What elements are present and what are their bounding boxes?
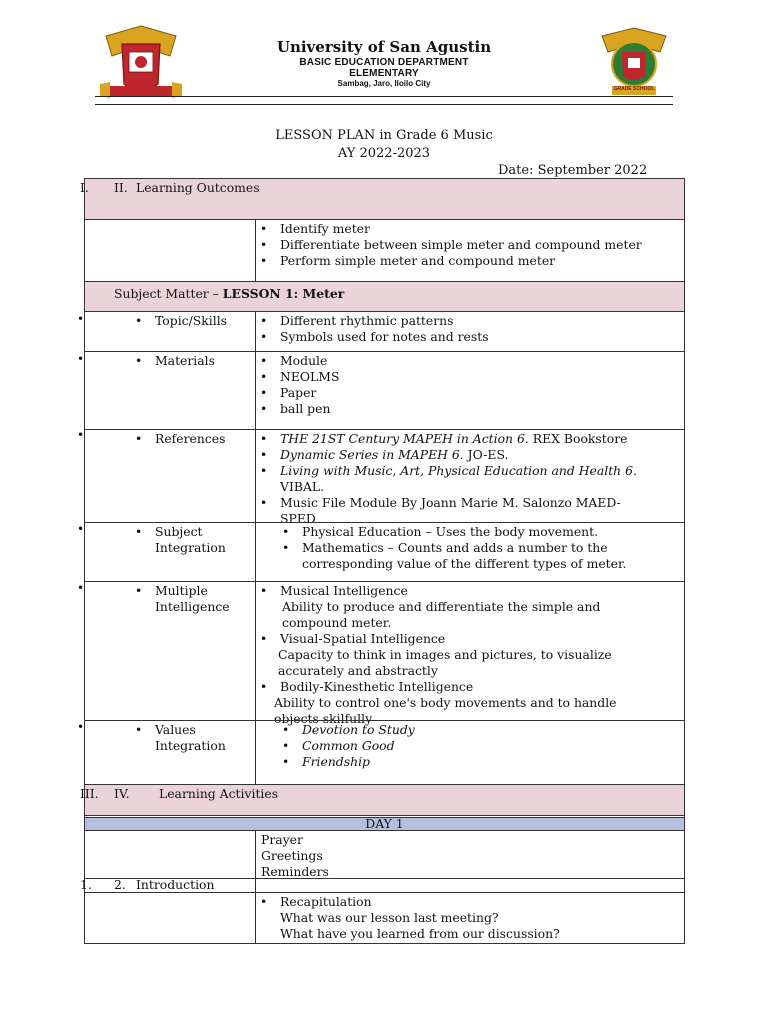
material-item: • NEOLMS — [256, 369, 684, 385]
references-label: • References — [131, 431, 225, 447]
intelligence-description: Ability to control one's body movements and to handle — [274, 695, 617, 710]
day-1-row — [85, 817, 684, 830]
subject-integration-row — [85, 522, 684, 581]
intro-number-2: 2. — [114, 877, 126, 892]
learning-activities-header-row — [80, 784, 684, 815]
reference-item: • Dynamic Series in MAPEH 6. JO-ES. — [256, 447, 684, 463]
material-item: • Paper — [256, 385, 684, 401]
values-integration-label: • Values Integration — [131, 722, 226, 754]
material-item: • ball pen — [256, 401, 684, 417]
integration-item: • Physical Education – Uses the body movement. — [278, 524, 684, 540]
materials-label: • Materials — [131, 353, 215, 369]
header-rule-top — [95, 96, 673, 97]
intelligence-item: • Bodily-Kinesthetic Intelligence — [256, 679, 684, 695]
reference-item: • Living with Music, Art, Physical Education and Health 6. VIBAL. — [256, 463, 684, 495]
multiple-intelligence-label: • Multiple Intelligence — [131, 583, 230, 615]
outcomes-list — [256, 221, 684, 269]
opening-item: Reminders — [261, 864, 329, 879]
outcome-item: • Differentiate between simple meter and compound meter — [256, 237, 684, 253]
references-row — [85, 429, 684, 526]
topic-item: • Symbols used for notes and rests — [256, 329, 684, 345]
academic-year: AY 2022-2023 — [337, 146, 431, 161]
integration-item: • Mathematics – Counts and adds a number to the corresponding value of the different types of meter. — [278, 540, 684, 572]
topic-skills-row — [85, 311, 684, 351]
learning-outcomes-header-row — [80, 179, 684, 219]
recap-question: What was our lesson last meeting? — [280, 910, 499, 925]
value-item: • Devotion to Study — [278, 722, 684, 738]
bullet-marker: • — [77, 720, 85, 734]
subject-integration-label: • Subject Integration — [131, 524, 226, 556]
outcome-item: • Perform simple meter and compound meter — [256, 253, 684, 269]
intelligence-description: compound meter. — [282, 615, 392, 630]
school-address: Sambag, Jaro, Iloilo City — [337, 79, 431, 88]
subject-matter-row — [85, 281, 684, 311]
recapitulation-row — [85, 892, 684, 944]
bullet-marker: • — [77, 352, 85, 366]
recapitulation-item: • Recapitulation — [256, 894, 684, 910]
intelligence-item: • Musical Intelligence — [256, 583, 684, 599]
recap-question: What have you learned from our discussion? — [280, 926, 560, 941]
header-rule-bottom — [95, 104, 673, 105]
lesson-date: Date: September 2022 — [498, 163, 648, 178]
materials-row — [85, 351, 684, 429]
bullet-marker: • — [77, 581, 85, 595]
references-list — [256, 431, 684, 527]
lesson-plan-table — [80, 178, 685, 944]
values-integration-row — [85, 720, 684, 784]
multiple-intelligence-list — [256, 583, 684, 599]
subject-integration-list — [278, 524, 684, 572]
outcomes-number-2: II. — [114, 180, 128, 195]
outcomes-heading: Learning Outcomes — [136, 180, 260, 195]
bullet-marker: • — [77, 312, 85, 326]
reference-item: • Music File Module By Joann Marie M. Salonzo MAED- SPED — [256, 495, 684, 527]
outcome-item: • Identify meter — [256, 221, 684, 237]
topic-skills-list — [256, 313, 684, 345]
subject-matter-lesson: LESSON 1: Meter — [222, 286, 345, 301]
material-item: • Module — [256, 353, 684, 369]
intelligence-item: • Visual-Spatial Intelligence — [256, 631, 684, 647]
multiple-intelligence-row — [85, 581, 684, 726]
values-list — [278, 722, 684, 770]
seal-banner-text: GRADE SCHOOL — [613, 86, 655, 92]
intelligence-description: accurately and abstractly — [278, 663, 438, 678]
bullet-marker: • — [77, 428, 85, 442]
day-label: DAY 1 — [365, 816, 404, 831]
school-level: ELEMENTARY — [349, 68, 419, 79]
value-item: • Friendship — [278, 754, 684, 770]
intelligence-description: Ability to produce and differentiate the simple and — [282, 599, 601, 614]
opening-item: Greetings — [261, 848, 323, 863]
intelligence-description: objects skilfully — [274, 711, 373, 726]
university-name: University of San Agustin — [276, 38, 492, 56]
introduction-label: Introduction — [136, 877, 215, 892]
topic-item: • Different rhythmic patterns — [256, 313, 684, 329]
learning-outcomes-row — [85, 219, 684, 281]
value-item: • Common Good — [278, 738, 684, 754]
subject-matter-prefix: Subject Matter – — [114, 286, 223, 301]
opening-row — [85, 830, 684, 878]
activities-number-1: III. — [80, 786, 99, 801]
bullet-marker: • — [77, 522, 85, 536]
topic-skills-label: • Topic/Skills — [131, 313, 227, 329]
lesson-plan-title: LESSON PLAN in Grade 6 Music — [275, 128, 493, 143]
reference-item: • THE 21ST Century MAPEH in Action 6. REX Bookstore — [256, 431, 684, 447]
department-name: BASIC EDUCATION DEPARTMENT — [299, 57, 469, 68]
intelligence-description: Capacity to think in images and pictures, to visualize — [278, 647, 612, 662]
outcomes-number-1: I. — [80, 180, 89, 195]
intro-number-1: 1. — [80, 877, 92, 892]
introduction-row — [80, 877, 684, 892]
activities-number-2: IV. — [114, 786, 130, 801]
opening-item: Prayer — [261, 832, 303, 847]
materials-list — [256, 353, 684, 417]
activities-heading: Learning Activities — [159, 786, 279, 801]
